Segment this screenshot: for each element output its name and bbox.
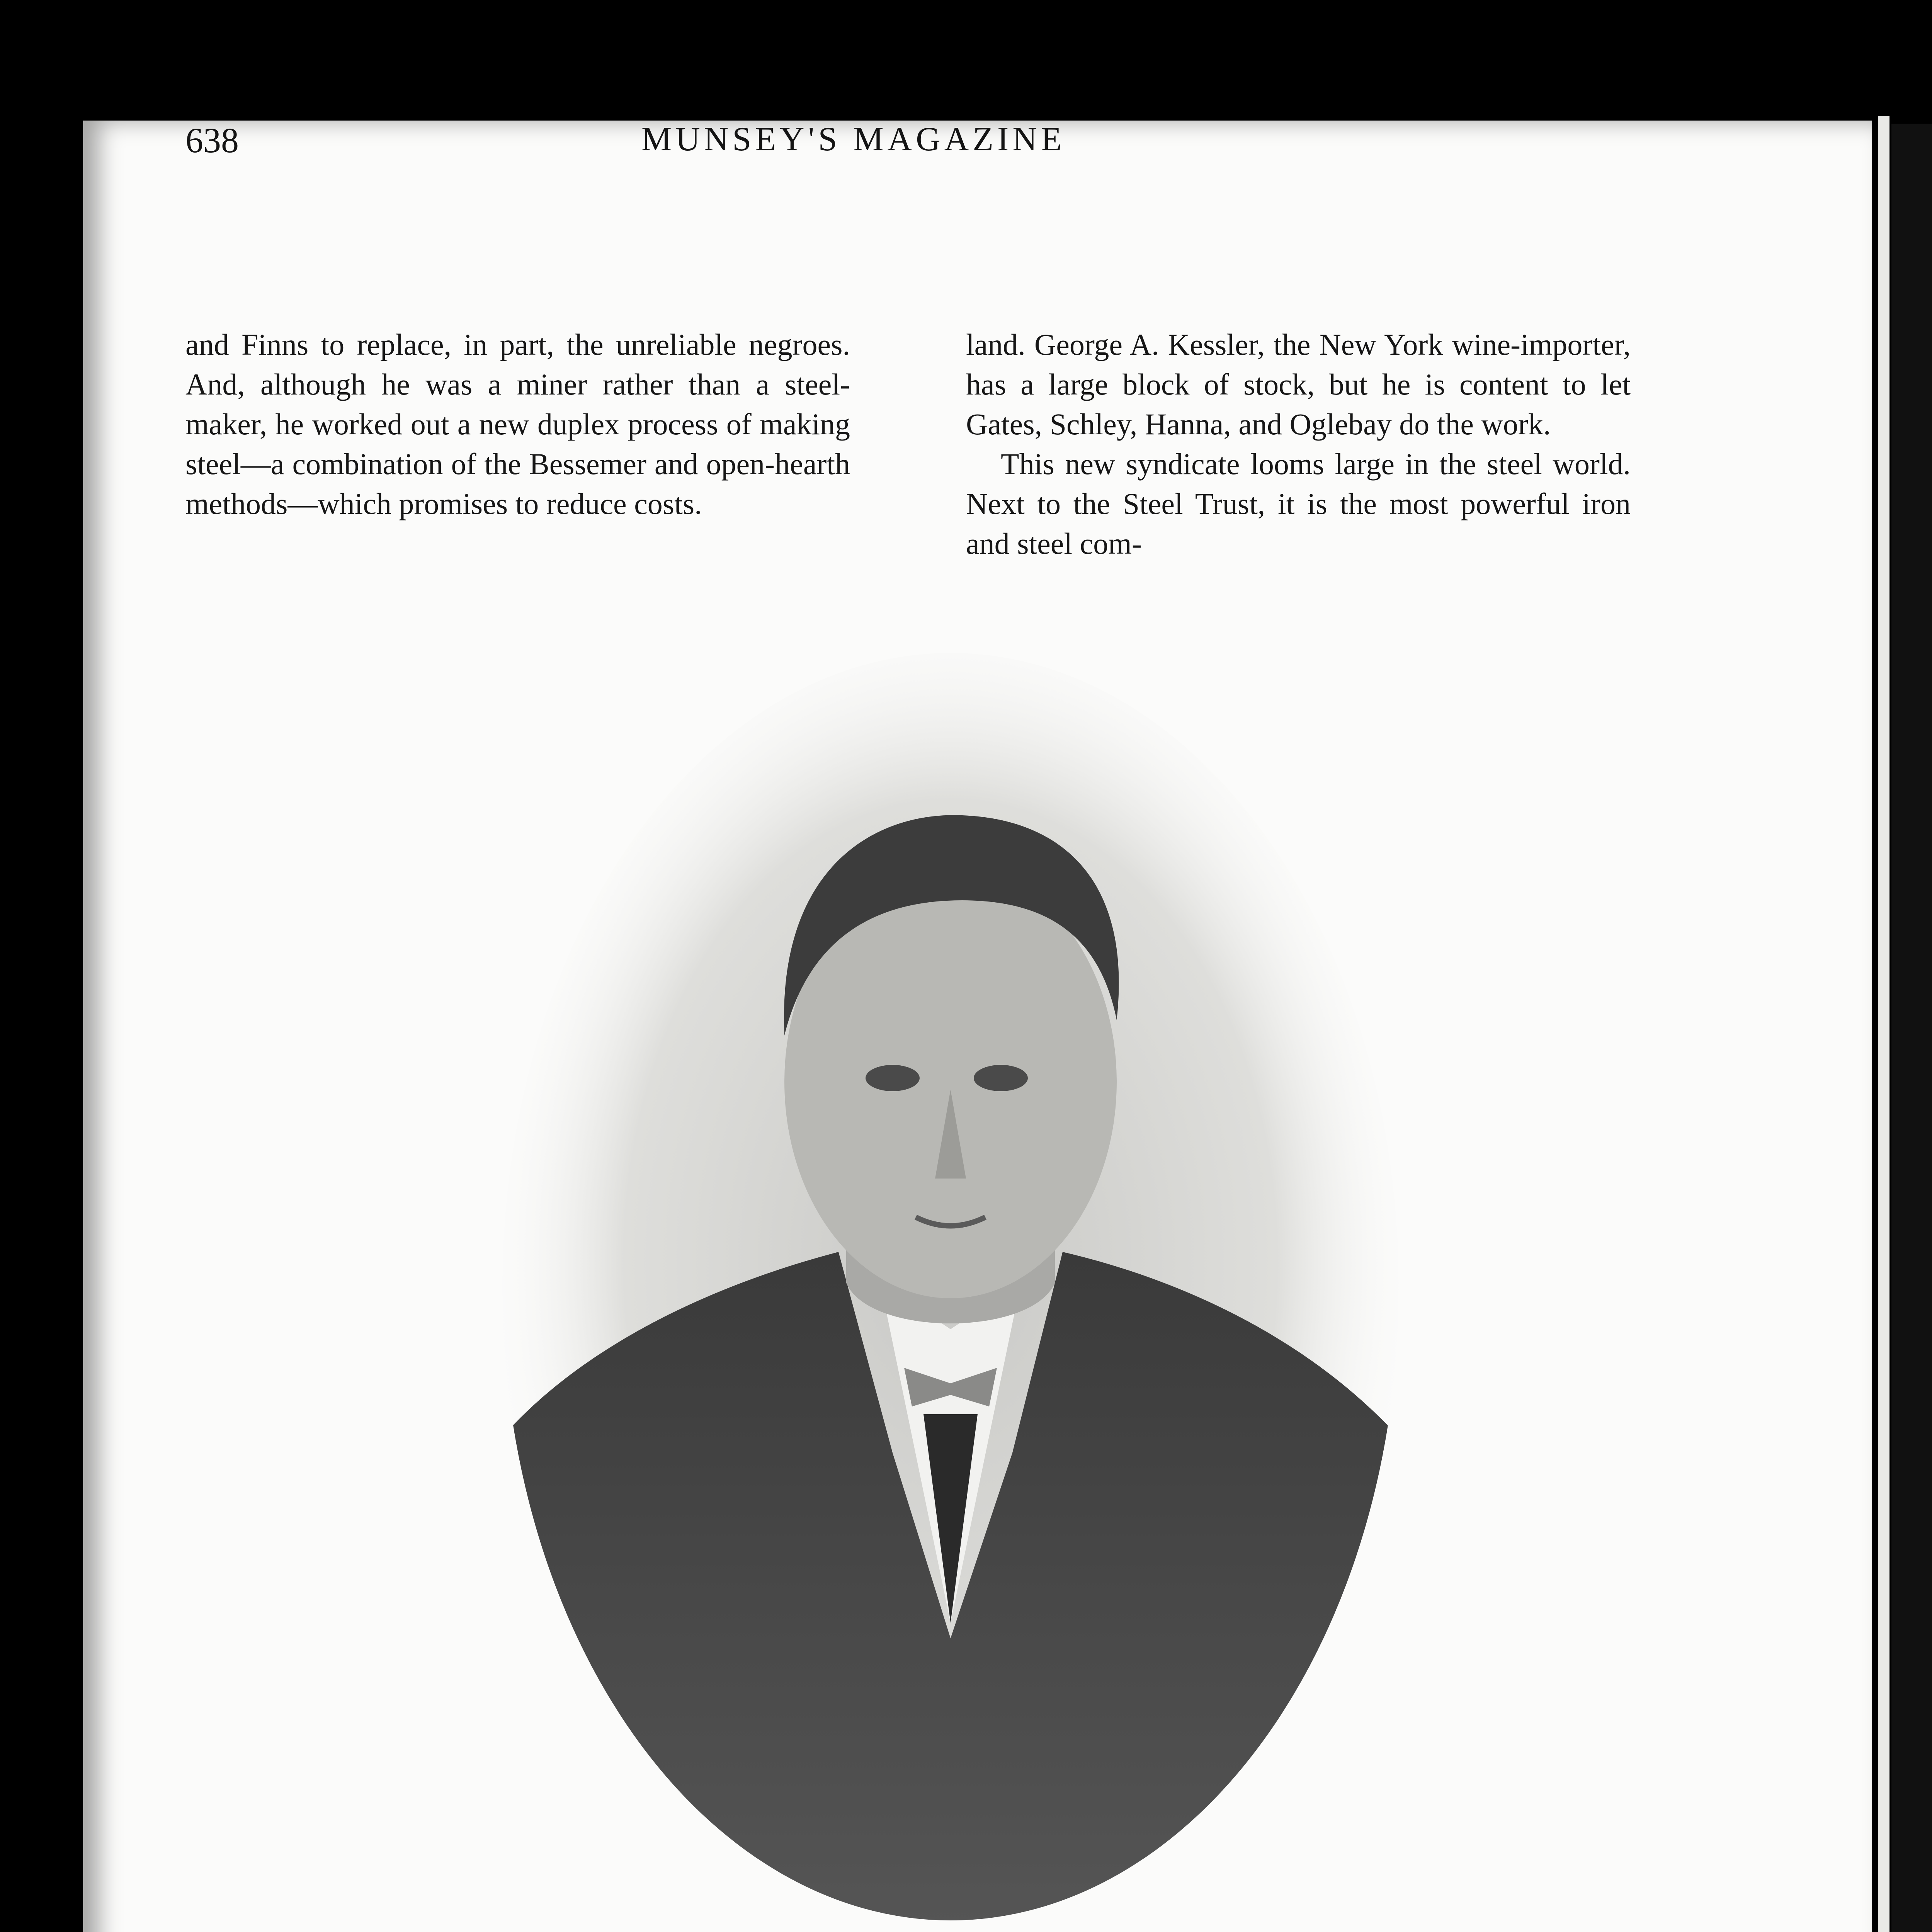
page-edge-strip (1878, 116, 1889, 1932)
portrait-illustration (498, 649, 1403, 1924)
top-right-column (966, 325, 1631, 563)
running-head: MUNSEY'S MAGAZINE (641, 121, 1066, 158)
portrait-engraving (498, 649, 1403, 1924)
facing-page-edge (1891, 124, 1932, 1932)
page-number: 638 (185, 121, 239, 160)
paragraph: This new syndicate looms large in the steel world. Next to the Steel Trust, it is the most powerful iron and steel com- (966, 447, 1631, 560)
paragraph: and Finns to replace, in part, the unreliable negroes. And, although he was a miner rather than a steel-maker, he worked out a new duplex process of making steel—a combination of the Bessemer and open-hearth methods—which promises to reduce costs. (185, 328, 850, 520)
page-header (185, 120, 1737, 178)
top-left-column (185, 325, 850, 524)
paragraph: land. George A. Kessler, the New York wine-importer, has a large block of stock, but he is content to let Gates, Schley, Hanna, and Oglebay do the work. (966, 328, 1631, 441)
